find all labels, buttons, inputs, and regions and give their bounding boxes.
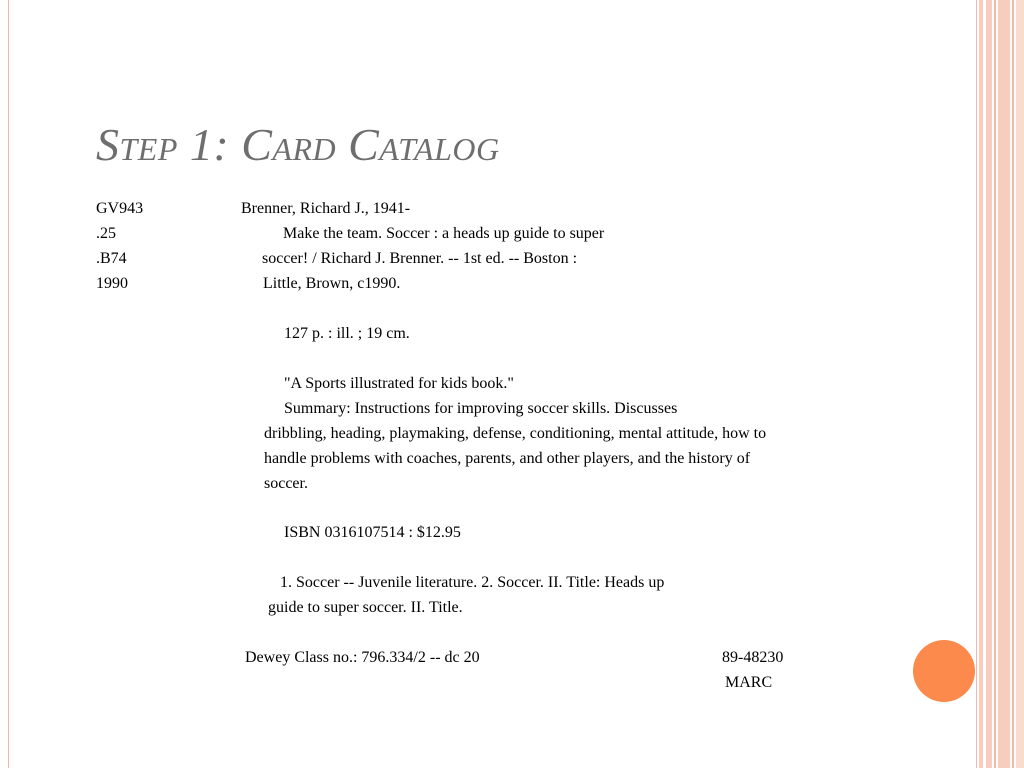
title-statement-line-1: Make the team. Soccer : a heads up guide to super [283, 225, 605, 242]
marc-label: MARC [725, 674, 773, 691]
dewey-class: Dewey Class no.: 796.334/2 -- dc 20 [245, 649, 480, 666]
right-border-stripe [998, 0, 1010, 768]
call-number-line-3: .B74 [96, 250, 127, 267]
call-number-line-1: GV943 [96, 200, 144, 217]
decorative-orange-circle [913, 640, 975, 702]
summary-line-3: handle problems with coaches, parents, and other players, and the history of [264, 450, 751, 467]
right-border-stripe [979, 0, 983, 768]
right-border-stripe [976, 0, 977, 768]
series-note: "A Sports illustrated for kids book." [284, 375, 514, 392]
physical-description: 127 p. : ill. ; 19 cm. [284, 325, 410, 342]
isbn-line: ISBN 0316107514 : $12.95 [284, 524, 461, 541]
call-number-line-2: .25 [96, 225, 116, 242]
summary-line-2: dribbling, heading, playmaking, defense, conditioning, mental attitude, how to [264, 425, 767, 442]
right-border-stripe [994, 0, 996, 768]
summary-line-4: soccer. [264, 475, 308, 492]
subjects-line-2: guide to super soccer. II. Title. [268, 599, 463, 616]
summary-line-1: Summary: Instructions for improving soccer skills. Discusses [284, 400, 678, 417]
publisher-line: Little, Brown, c1990. [263, 275, 401, 292]
slide-title: Step 1: Card Catalog [96, 119, 500, 170]
right-border-stripe [986, 0, 992, 768]
title-statement-line-2: soccer! / Richard J. Brenner. -- 1st ed. -- Boston : [262, 250, 578, 267]
author-entry: Brenner, Richard J., 1941- [241, 200, 411, 217]
right-border-stripe [1016, 0, 1024, 768]
right-border-stripe [1012, 0, 1014, 768]
lccn-number: 89-48230 [722, 649, 784, 666]
call-number-line-4: 1990 [96, 275, 128, 292]
left-border-rule [8, 0, 9, 768]
subjects-line-1: 1. Soccer -- Juvenile literature. 2. Soccer. II. Title: Heads up [280, 574, 665, 591]
